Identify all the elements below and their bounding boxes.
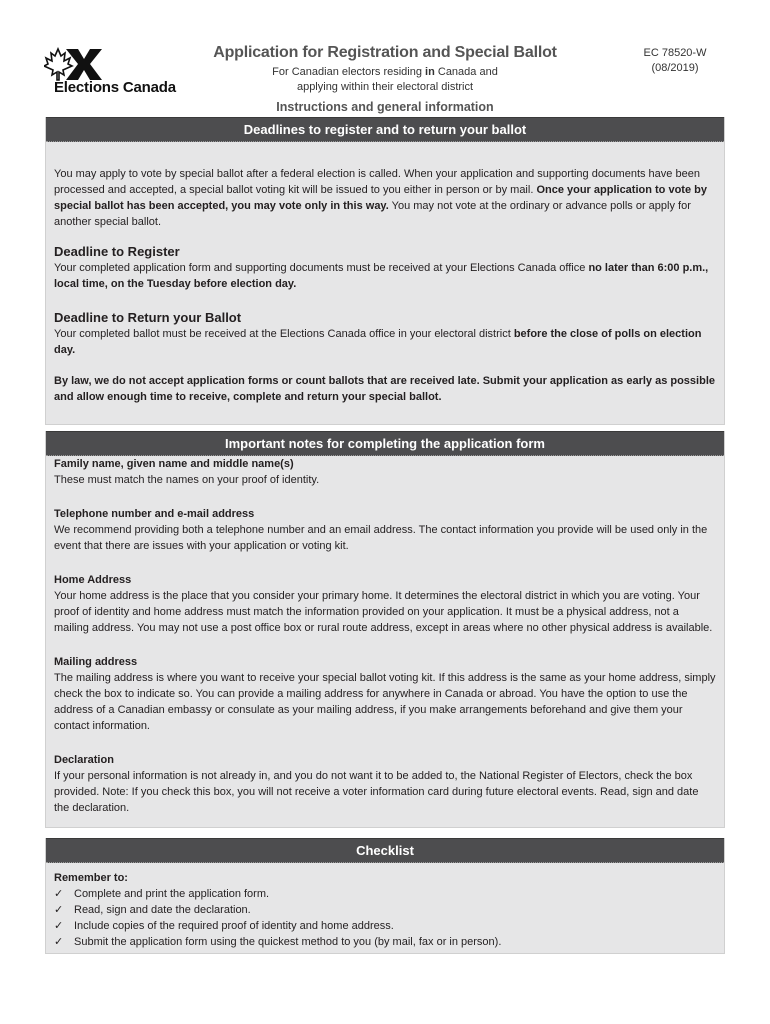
checklist-section-header: Checklist — [46, 838, 724, 863]
checklist-item-text: Include copies of the required proof of identity and home address. — [74, 920, 394, 932]
checklist-content — [46, 863, 724, 950]
notes-panel — [45, 431, 725, 828]
checklist-item-text: Submit the application form using the quickest method to you (by mail, fax or in person). — [74, 936, 502, 948]
checklist-item-text: Read, sign and date the declaration. — [74, 904, 251, 916]
deadlines-panel — [45, 117, 725, 425]
note-item — [54, 456, 716, 488]
checklist-item-text: Complete and print the application form. — [74, 888, 270, 900]
note-heading: Family name, given name and middle name(s) — [54, 458, 294, 470]
form-number: EC 78520-W — [643, 47, 707, 59]
title-block — [210, 44, 560, 114]
checklist-item — [54, 902, 716, 918]
logo-wordmark: Elections Canada — [54, 79, 176, 96]
subtitle-text: For Canadian electors residing — [272, 66, 426, 78]
note-item — [54, 752, 716, 816]
maple-leaf-x-icon — [44, 47, 206, 81]
checkmark-icon: ✓ — [54, 936, 64, 948]
checkmark-icon: ✓ — [54, 888, 64, 900]
page-title: Application for Registration and Special Ballot — [213, 44, 557, 61]
intro-text: You may apply to vote by special ballot after a federal election is called. When your application and supporting documents have been processed and accepted, a special ballot voting kit will be issued to you either in person or by mail. — [54, 168, 700, 196]
notes-section-header: Important notes for completing the application form — [46, 431, 724, 456]
checkmark-icon: ✓ — [54, 920, 64, 932]
subtitle-emphasis: in — [425, 66, 435, 78]
late-submission-warning: By law, we do not accept application forms or count ballots that are received late. Submit your application as early as possible and allow enough time to receive, complete and return your special ballot. — [54, 375, 715, 403]
form-version-date: (08/2019) — [651, 62, 699, 74]
note-text: Your home address is the place that you consider your primary home. It determines the electoral district in which you are voting. Your proof of identity and home address must match the information provided on your application. It must be a physical address, not a mailing address. You may not use a post office box or rural route address, except in areas where no other physical address is available. — [54, 590, 713, 634]
note-text: We recommend providing both a telephone number and an email address. The contact information you provide will be used only in the event that there are issues with your application or voting kit. — [54, 524, 708, 552]
deadlines-section-header: Deadlines to register and to return your ballot — [46, 117, 724, 142]
subtitle-line-2: applying within their electoral district — [296, 81, 474, 93]
note-item — [54, 654, 716, 734]
deadlines-content — [46, 142, 724, 405]
checklist-item — [54, 934, 716, 950]
instructions-heading: Instructions and general information — [276, 100, 494, 114]
intro-emphasis: Once your application to vote by special ballot has been accepted, you may vote only in this way. — [54, 184, 707, 212]
elections-canada-logo — [44, 47, 206, 97]
note-heading: Mailing address — [54, 656, 138, 668]
intro-text-end: You may not vote at the ordinary or advance polls or apply for another special ballot. — [54, 200, 691, 228]
note-heading: Home Address — [54, 574, 132, 586]
deadline-register-heading: Deadline to Register — [54, 244, 180, 259]
checklist-panel — [45, 838, 725, 954]
page-subtitle — [210, 65, 560, 95]
note-item — [54, 506, 716, 554]
deadline-register-text — [54, 260, 716, 292]
deadline-return-text — [54, 326, 716, 358]
special-ballot-intro — [54, 166, 716, 230]
form-code — [620, 46, 730, 76]
register-emphasis: no later than 6:00 p.m., local time, on the Tuesday before election day. — [54, 262, 709, 290]
notes-content — [46, 456, 724, 816]
note-heading: Telephone number and e-mail address — [54, 508, 255, 520]
register-text: Your completed application form and supporting documents must be received at your Elections Canada office — [54, 262, 589, 274]
checklist-items — [54, 886, 716, 950]
checklist-item — [54, 918, 716, 934]
return-emphasis: before the close of polls on election day. — [54, 328, 702, 356]
deadline-return-heading: Deadline to Return your Ballot — [54, 310, 242, 325]
checklist-item — [54, 886, 716, 902]
note-heading: Declaration — [54, 754, 114, 766]
checklist-heading: Remember to: — [54, 872, 128, 884]
checkmark-icon: ✓ — [54, 904, 64, 916]
note-text: If your personal information is not already in, and you do not want it to be added to, the National Register of Electors, check the box provided. Note: If you check this box, you will not receive a voter information card during future electoral events. Read, sign and date the declaration. — [54, 770, 699, 814]
note-item — [54, 572, 716, 636]
return-text: Your completed ballot must be received at the Elections Canada office in your electoral district — [54, 328, 514, 340]
note-text: The mailing address is where you want to receive your special ballot voting kit. If this address is the same as your home address, simply check the box to indicate so. You can provide a mailing address for anywhere in Canada or abroad. You have the option to use the address of a Canadian embassy or consulate as your mailing address, if you make arrangements beforehand and give them your contact information. — [54, 672, 716, 732]
note-text: These must match the names on your proof of identity. — [54, 474, 320, 486]
subtitle-text-end: Canada and — [434, 66, 498, 78]
